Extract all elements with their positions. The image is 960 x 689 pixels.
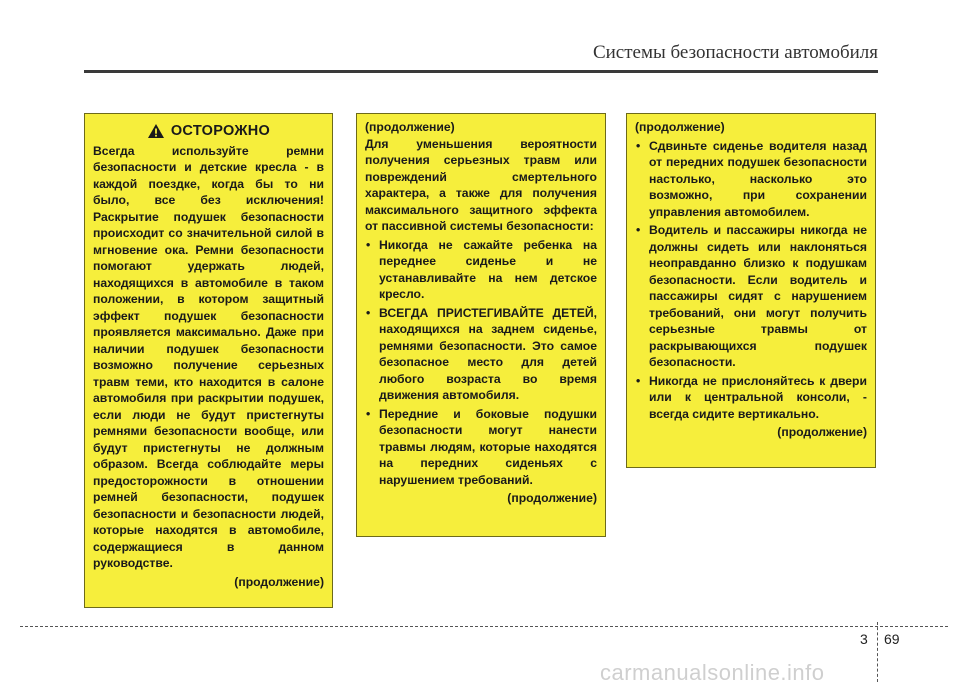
caution-box [84, 113, 333, 608]
header-rule [84, 70, 878, 73]
chapter-number: 3 [860, 631, 868, 647]
page-header-title: Системы безопасности автомобиля [592, 42, 878, 63]
footer-divider [877, 622, 878, 682]
continued-prefix: (продолжение) [635, 120, 725, 134]
caution-box-continued-2 [626, 113, 876, 468]
caution-heading-text: ОСТОРОЖНО [170, 123, 271, 139]
list-item: • Водитель и пассажиры никогда не должны сидеть или наклоняться неоправданно близко к подушкам безопасности. Если водитель и пассажиры сидят с нарушением требований, они могут получить серьезные травмы от раскрывающихся подушек безопасности. [635, 222, 867, 371]
intro-text: Для уменьшения вероятности получения серьезных травм или повреждений смертельного характера, а также для получения максимального защитного эффекта от пассивной системы безопасности: [365, 136, 597, 233]
continued-label: (продолжение) [234, 574, 324, 589]
list-item: • Сдвиньте сиденье водителя назад от передних подушек безопасности настолько, насколько это возможно, при сохранении управления автомобилем. [635, 138, 867, 221]
watermark: carmanualsonline.info [600, 660, 825, 685]
continued-label: (продолжение) [777, 425, 867, 439]
warning-triangle-icon [147, 123, 165, 139]
footer-rule [20, 626, 948, 627]
bullet-list [365, 237, 597, 489]
page-number: 69 [884, 631, 900, 647]
continued-prefix: (продолжение) [365, 120, 455, 134]
caution-box-continued-1 [356, 113, 606, 537]
caution-text: Всегда используйте ремни безопасности и детские кресла - в каждой поездке, когда бы то ни было, все без исключения! Раскрытие подушек безопасности происходит со значительной силой в мгновение ока. Ремни безопасности помогают удержать людей, находящихся в автомобиле в таком положении, в котором защитный эффект подушек безопасности проявляется максимально. Даже при наличии подушек безопасности возможно получение серьезных травм теми, кто находится в салоне автомобиля при раскрытии подушек, если люди не будут пристегнуты ремнями безопасности вообще, или будут пристегнуты не должным образом. Всегда соблюдайте меры предосторожности в отношении ремней безопасности, подушек безопасности и безопасности людей, которые находятся в автомобиле, содержащиеся в данном руководстве. [93, 143, 324, 570]
list-item: • Никогда не прислоняйтесь к двери или к центральной консоли, - всегда сидите вертикально. [635, 373, 867, 423]
continued-label: (продолжение) [507, 491, 597, 505]
list-item: • ВСЕГДА ПРИСТЕГИВАЙТЕ ДЕТЕЙ, находящихся на заднем сиденье, ремнями безопасности. Это самое безопасное место для детей любого возраста во время движения автомобиля. [365, 305, 597, 404]
list-item: • Передние и боковые подушки безопасности могут нанести травмы людям, которые находятся на передних сиденьях с нарушением требований. [365, 406, 597, 489]
list-item: • Никогда не сажайте ребенка на переднее сиденье и не устанавливайте на нем детское кресло. [365, 237, 597, 303]
caution-heading [93, 123, 324, 140]
bullet-list [635, 138, 867, 423]
